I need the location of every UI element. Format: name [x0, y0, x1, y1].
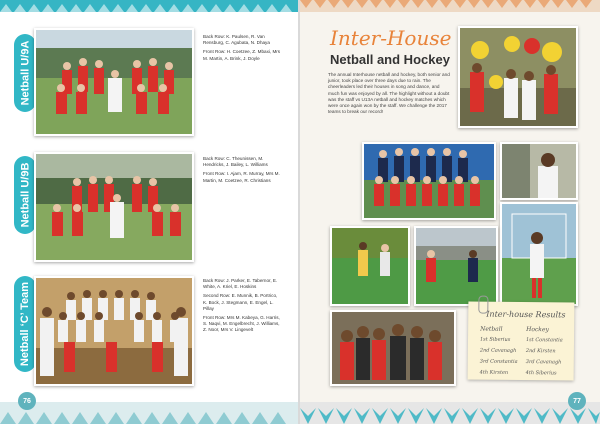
result-row: 2nd Kirsten — [525, 348, 556, 355]
caption-c-team — [203, 278, 281, 337]
top-pattern-band — [0, 0, 298, 12]
section-title-script: Inter-House — [330, 26, 452, 50]
netball-player-photo — [500, 142, 578, 200]
tab-netball-u9a: Netball U/9A — [14, 34, 36, 112]
results-title: Inter-house Results — [486, 309, 566, 320]
hockey-results-heading: Hockey — [526, 326, 549, 334]
top-pattern-band-right — [300, 0, 600, 12]
netball-results-column — [480, 324, 518, 379]
result-row: 1st Siberius — [479, 336, 511, 343]
hockey-player-photo — [500, 202, 578, 306]
caption-line: Front Row: Mrs M. Kabeya, G. Harris, S. Naqvi, M. Engelbrecht, J. Williams, Z. Noor, Mrs V. Lingevelt — [203, 315, 280, 333]
page-number-left: 76 — [18, 392, 36, 410]
result-row: 4th Kirsten — [479, 369, 509, 376]
result-row: 3rd Cavanagh — [525, 359, 562, 366]
page-number-right: 77 — [568, 392, 586, 410]
left-page — [0, 0, 298, 424]
team-photo-c-team — [34, 276, 194, 386]
caption-u9b — [203, 156, 281, 187]
hockey-match-photo-2 — [414, 226, 498, 306]
caption-u9a — [203, 34, 281, 65]
result-row: 1st Constantia — [525, 337, 563, 344]
cheerleaders-photo — [458, 26, 578, 128]
caption-line: Back Row: C. Theunissen, M. Hendricks, J. Bailey, L. Williams — [203, 156, 268, 168]
result-row: 3rd Constantia — [479, 358, 518, 365]
netball-results-heading: Netball — [480, 325, 503, 333]
team-photo-u9a — [34, 28, 194, 136]
tab-netball-c-team: Netball ‘C’ Team — [14, 276, 36, 372]
caption-line: Back Row: K. Paulsen, R. Van Rensburg, C. Agubata, N. Dhaya — [203, 34, 270, 46]
result-row: 4th Siberius — [525, 370, 557, 377]
caption-line: Second Row: E. Munnik, B. Portrico, K. Bock, J. Stegmann, E. Engel, L. Pillay — [203, 293, 278, 311]
caption-line: Front Row: H. Coetzee, Z. Mbaxi, Mrs M. Martin, A. Brink, J. Doyle — [203, 49, 281, 61]
article-body: The annual Interhouse netball and hockey, both senior and junior, took place over three days due to rain. The cheerleaders led their houses in song and dance, and much fun was enjoyed by all. The highlight without a doubt was the staff vs U13A netball and hockey matches which were once again won by the staff. We challenge the 2017 teams to break our record! — [328, 72, 450, 115]
team-photo-u9b — [34, 152, 194, 262]
bottom-pattern-band-right — [300, 402, 600, 424]
section-title: Netball and Hockey — [330, 52, 450, 67]
caption-line: Front Row: I. Ajam, R. Murray, Mrs M. Martin, M. Coetzee, R. Christians — [203, 171, 280, 183]
cheer-group-photo — [330, 310, 456, 386]
result-row: 2nd Cavanagh — [479, 347, 517, 354]
bottom-pattern-band — [0, 402, 298, 424]
staff-team-photo — [362, 142, 496, 220]
tab-netball-u9b: Netball U/9B — [14, 156, 36, 234]
hockey-match-photo-1 — [330, 226, 410, 306]
results-note-card — [468, 301, 575, 380]
caption-line: Back Row: J. Parker, E. Tabernor, E. White, A. Kriel, E. Hoskins — [203, 278, 278, 290]
hockey-results-column — [526, 324, 563, 379]
